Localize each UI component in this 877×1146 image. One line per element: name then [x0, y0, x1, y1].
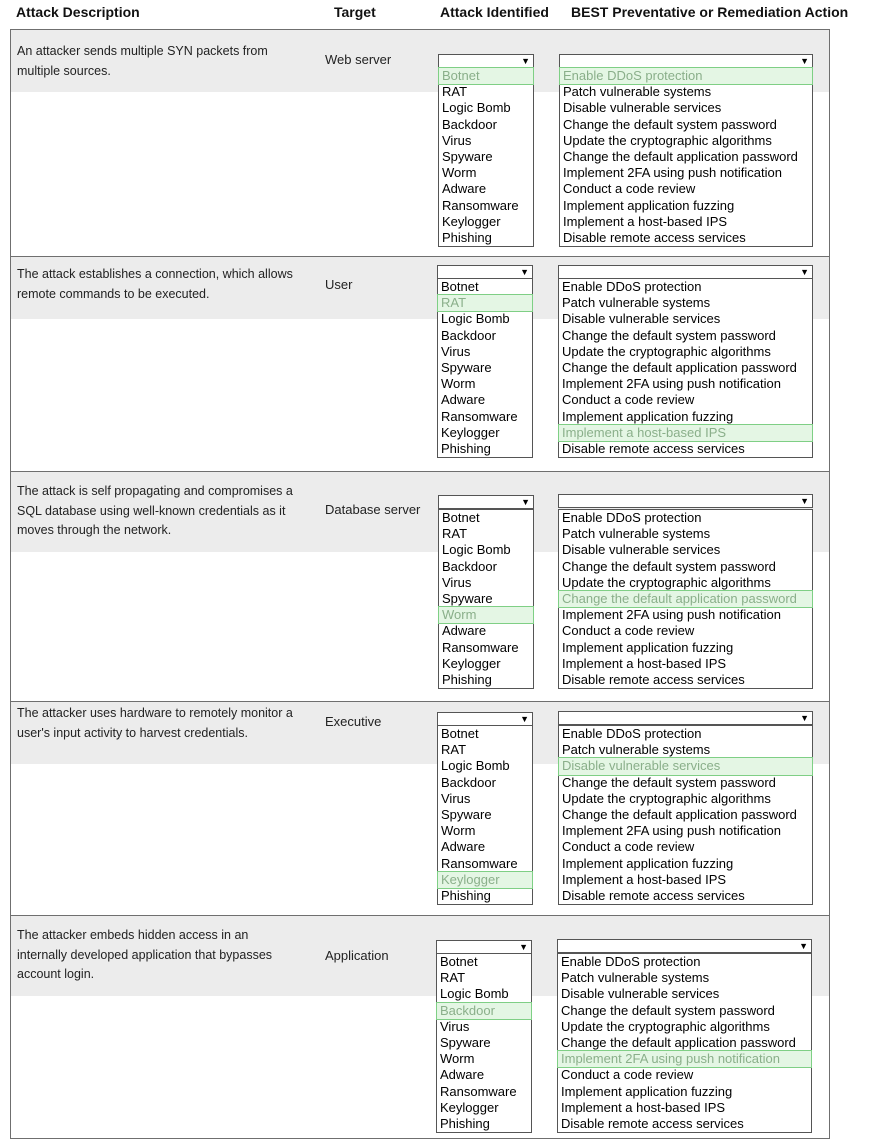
action-option[interactable]: Change the default application password [561, 1034, 796, 1050]
attack-option[interactable]: Logic Bomb [441, 758, 510, 774]
target-label: Database server [325, 502, 421, 517]
action-dropdown[interactable] [559, 54, 813, 68]
attack-option[interactable]: Adware [441, 392, 486, 408]
action-option[interactable]: Patch vulnerable systems [562, 742, 711, 758]
action-option[interactable]: Implement application fuzzing [562, 639, 734, 655]
attack-description [17, 704, 313, 743]
attack-option[interactable]: Backdoor [441, 327, 496, 343]
attack-option[interactable]: Botnet [441, 726, 479, 741]
attack-option[interactable]: Phishing [441, 440, 491, 456]
action-option[interactable]: Disable vulnerable services [559, 758, 812, 774]
action-option[interactable]: Update the cryptographic algorithms [562, 574, 771, 590]
action-option[interactable]: Disable vulnerable services [561, 986, 720, 1002]
attack-option[interactable]: Worm [439, 607, 533, 623]
action-option[interactable]: Update the cryptographic algorithms [563, 132, 772, 148]
action-option[interactable]: Change the default application password [562, 359, 797, 375]
chevron-down-icon: ▼ [800, 267, 809, 277]
attack-option[interactable]: RAT [440, 970, 466, 986]
chevron-down-icon: ▼ [520, 267, 529, 277]
attack-option[interactable]: Phishing [440, 1115, 490, 1131]
action-option[interactable]: Patch vulnerable systems [561, 970, 710, 986]
attack-option[interactable]: Spyware [442, 590, 493, 606]
action-option[interactable]: Enable DDoS protection [560, 68, 812, 84]
attack-option[interactable]: Worm [440, 1051, 475, 1067]
description-line: The attacker embeds hidden access in an [17, 928, 249, 942]
attack-option[interactable]: RAT [442, 84, 468, 100]
action-option-list [558, 278, 813, 458]
chevron-down-icon: ▼ [800, 713, 809, 723]
action-option[interactable]: Disable vulnerable services [562, 311, 721, 327]
action-option-list [559, 67, 813, 247]
attack-option[interactable]: Virus [442, 574, 472, 590]
attack-option[interactable]: Worm [442, 165, 477, 181]
attack-option[interactable]: Spyware [441, 806, 492, 822]
action-option[interactable]: Implement a host-based IPS [563, 213, 728, 229]
action-option[interactable]: Implement 2FA using push notification [563, 165, 782, 181]
attack-option[interactable]: Botnet [441, 279, 479, 294]
action-option[interactable]: Change the default application password [562, 806, 797, 822]
question-row [10, 701, 830, 915]
attack-option[interactable]: Worm [441, 376, 476, 392]
action-option[interactable]: Implement 2FA using push notification [562, 823, 781, 839]
attack-option[interactable]: Keylogger [442, 213, 501, 229]
action-option[interactable]: Implement 2FA using push notification [558, 1051, 811, 1067]
chevron-down-icon: ▼ [519, 942, 528, 952]
action-option[interactable]: Enable DDoS protection [562, 726, 702, 741]
attack-option[interactable]: Adware [441, 839, 486, 855]
action-option[interactable]: Enable DDoS protection [562, 279, 702, 294]
attack-description [17, 482, 313, 541]
chevron-down-icon: ▼ [521, 56, 530, 66]
question-row [10, 256, 830, 471]
attack-option[interactable]: Spyware [440, 1034, 491, 1050]
action-option[interactable]: Change the default application password [563, 148, 798, 164]
attack-description [17, 926, 313, 985]
action-dropdown[interactable] [558, 494, 813, 508]
description-line: SQL database using well-known credentials as it [17, 503, 286, 518]
action-option[interactable]: Conduct a code review [562, 839, 695, 855]
attack-option[interactable]: Virus [441, 790, 471, 806]
attack-description [17, 42, 313, 81]
action-option[interactable]: Conduct a code review [563, 181, 696, 197]
attack-dropdown[interactable] [437, 265, 533, 279]
action-option[interactable]: Conduct a code review [562, 392, 695, 408]
action-option[interactable]: Disable remote access services [563, 229, 746, 245]
description-line: An attacker sends multiple SYN packets from [17, 44, 268, 58]
attack-option[interactable]: Ransomware [441, 855, 518, 871]
action-option[interactable]: Disable remote access services [562, 671, 745, 687]
description-line: multiple sources. [17, 63, 111, 78]
attack-option[interactable]: Backdoor [437, 1003, 531, 1019]
action-option[interactable]: Conduct a code review [561, 1067, 694, 1083]
attack-option-list [436, 953, 532, 1133]
action-option[interactable]: Update the cryptographic algorithms [562, 790, 771, 806]
attack-option[interactable]: RAT [442, 526, 468, 542]
target-label: Executive [325, 714, 382, 729]
attack-description [17, 265, 313, 304]
action-option[interactable]: Patch vulnerable systems [562, 295, 711, 311]
attack-dropdown[interactable] [438, 54, 534, 68]
action-dropdown[interactable] [557, 939, 812, 953]
action-option[interactable]: Disable vulnerable services [563, 100, 722, 116]
attack-option[interactable]: RAT [438, 295, 532, 311]
attack-option[interactable]: Phishing [442, 671, 492, 687]
attack-option[interactable]: Phishing [442, 229, 492, 245]
description-line: The attack establishes a connection, which allows [17, 267, 293, 281]
attack-option[interactable]: Virus [442, 132, 472, 148]
action-dropdown[interactable] [558, 711, 813, 725]
attack-option[interactable]: Keylogger [440, 1099, 499, 1115]
action-option[interactable]: Implement application fuzzing [562, 408, 734, 424]
attack-option[interactable]: Backdoor [442, 558, 497, 574]
attack-dropdown[interactable] [436, 940, 532, 954]
action-option[interactable]: Implement a host-based IPS [561, 1099, 726, 1115]
action-option[interactable]: Patch vulnerable systems [562, 526, 711, 542]
description-line: The attack is self propagating and compromises a [17, 484, 293, 498]
chevron-down-icon: ▼ [521, 497, 530, 507]
action-option[interactable]: Implement a host-based IPS [559, 425, 812, 441]
attack-option[interactable]: Botnet [440, 954, 478, 969]
header-attack-description: Attack Description [16, 4, 140, 20]
action-option[interactable]: Update the cryptographic algorithms [562, 343, 771, 359]
attack-option[interactable]: Virus [441, 343, 471, 359]
action-option[interactable]: Update the cryptographic algorithms [561, 1018, 770, 1034]
description-line: The attacker uses hardware to remotely monitor a [17, 706, 293, 720]
attack-option[interactable]: RAT [441, 742, 467, 758]
action-option[interactable]: Disable remote access services [562, 887, 745, 903]
description-line: user's input activity to harvest credentials. [17, 725, 248, 740]
action-option[interactable]: Enable DDoS protection [561, 954, 701, 969]
attack-option[interactable]: Ransomware [442, 639, 519, 655]
attack-option[interactable]: Phishing [441, 887, 491, 903]
chevron-down-icon: ▼ [800, 496, 809, 506]
action-option[interactable]: Disable remote access services [561, 1115, 744, 1131]
action-option[interactable]: Implement application fuzzing [563, 197, 735, 213]
question-row [10, 471, 830, 701]
description-line: internally developed application that bypasses [17, 947, 273, 962]
action-option[interactable]: Implement 2FA using push notification [562, 376, 781, 392]
action-option[interactable]: Disable vulnerable services [562, 542, 721, 558]
attack-option[interactable]: Botnet [439, 68, 533, 84]
attack-dropdown[interactable] [437, 712, 533, 726]
attack-option[interactable]: Ransomware [440, 1083, 517, 1099]
chevron-down-icon: ▼ [800, 56, 809, 66]
attack-option[interactable]: Adware [442, 623, 487, 639]
attack-option[interactable]: Ransomware [442, 197, 519, 213]
action-option[interactable]: Change the default system password [561, 1002, 775, 1018]
target-label: Web server [325, 52, 392, 67]
action-option[interactable]: Change the default system password [562, 558, 776, 574]
header-attack-identified: Attack Identified [440, 4, 549, 20]
attack-option[interactable]: Ransomware [441, 408, 518, 424]
action-option[interactable]: Implement a host-based IPS [562, 655, 727, 671]
action-option[interactable]: Enable DDoS protection [562, 510, 702, 525]
action-option[interactable]: Implement a host-based IPS [562, 871, 727, 887]
attack-option-list [437, 278, 533, 458]
attack-option[interactable]: Backdoor [441, 774, 496, 790]
description-line: account login. [17, 967, 95, 981]
action-option[interactable]: Implement application fuzzing [562, 855, 734, 871]
action-option[interactable]: Change the default system password [562, 774, 776, 790]
question-row [10, 29, 830, 256]
action-option[interactable]: Implement 2FA using push notification [562, 607, 781, 623]
attack-option[interactable]: Keylogger [442, 655, 501, 671]
question-row [10, 915, 830, 1139]
action-option-list [558, 725, 813, 905]
attack-option[interactable]: Backdoor [442, 116, 497, 132]
target-label: User [325, 277, 353, 292]
action-option[interactable]: Disable remote access services [562, 440, 745, 456]
action-option[interactable]: Change the default system password [563, 116, 777, 132]
attack-option[interactable]: Keylogger [438, 872, 532, 888]
action-option[interactable]: Implement application fuzzing [561, 1083, 733, 1099]
chevron-down-icon: ▼ [799, 941, 808, 951]
action-option-list [557, 953, 812, 1133]
attack-option[interactable]: Worm [441, 823, 476, 839]
attack-option[interactable]: Spyware [441, 359, 492, 375]
attack-option[interactable]: Logic Bomb [442, 542, 511, 558]
attack-option[interactable]: Botnet [442, 510, 480, 525]
attack-option[interactable]: Adware [442, 181, 487, 197]
attack-option-list [438, 67, 534, 247]
attack-option[interactable]: Spyware [442, 148, 493, 164]
target-label: Application [325, 948, 389, 963]
attack-option[interactable]: Logic Bomb [440, 986, 509, 1002]
attack-option-list [437, 725, 533, 905]
description-line: remote commands to be executed. [17, 286, 210, 301]
attack-option[interactable]: Virus [440, 1018, 470, 1034]
attack-dropdown[interactable] [438, 495, 534, 509]
action-dropdown[interactable] [558, 265, 813, 279]
action-option[interactable]: Patch vulnerable systems [563, 84, 712, 100]
action-option[interactable]: Conduct a code review [562, 623, 695, 639]
chevron-down-icon: ▼ [520, 714, 529, 724]
attack-option[interactable]: Keylogger [441, 424, 500, 440]
attack-option-list [438, 509, 534, 689]
action-option-list [558, 509, 813, 689]
attack-option[interactable]: Logic Bomb [441, 311, 510, 327]
description-line: moves through the network. [17, 523, 172, 537]
header-best-action: BEST Preventative or Remediation Action [571, 4, 849, 20]
header-target: Target [334, 4, 376, 20]
action-option[interactable]: Change the default application password [559, 591, 812, 607]
attack-option[interactable]: Logic Bomb [442, 100, 511, 116]
attack-option[interactable]: Adware [440, 1067, 485, 1083]
action-option[interactable]: Change the default system password [562, 327, 776, 343]
